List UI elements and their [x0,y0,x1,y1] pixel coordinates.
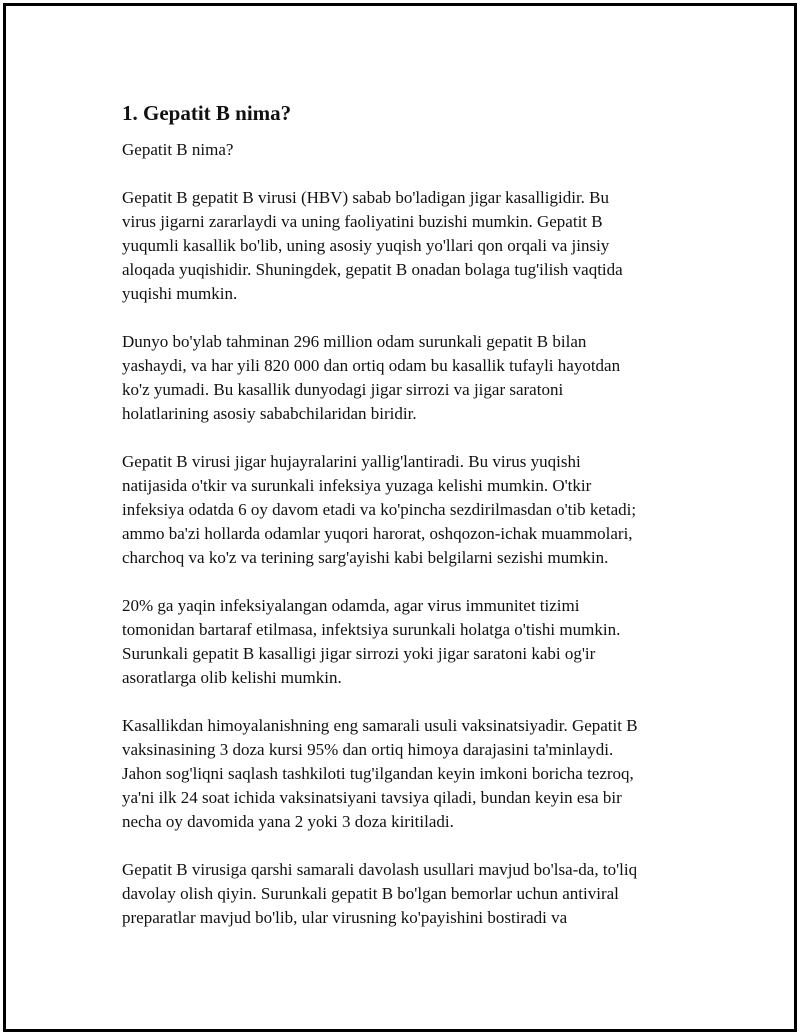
text-line: Surunkali gepatit B kasalligi jigar sirrozi yoki jigar saratoni kabi og'ir [122,644,596,663]
text-line: Kasallikdan himoyalanishning eng samarali usuli vaksinatsiyadir. Gepatit B [122,716,638,735]
document-title: 1. Gepatit B nima? [122,101,292,125]
text-line: infeksiya odatda 6 oy davom etadi va ko'pincha sezdirilmasdan o'tib ketadi; [122,500,637,519]
text-line: Gepatit B virusi jigar hujayralarini yallig'lantiradi. Bu virus yuqishi [122,452,581,471]
text-line: ya'ni ilk 24 soat ichida vaksinatsiyani tavsiya qiladi, bundan keyin esa bir [122,788,622,807]
text-line: charchoq va ko'z va terining sarg'ayishi kabi belgilarni sezishi mumkin. [122,548,609,567]
paragraph-vaccination [122,714,702,834]
text-line: yuqishi mumkin. [122,284,238,303]
text-line: Gepatit B virusiga qarshi samarali davolash usullari mavjud bo'lsa-da, to'liq [122,860,638,879]
text-line: tomonidan bartaraf etilmasa, infektsiya surunkali holatga o'tishi mumkin. [122,620,621,639]
text-line: virus jigarni zararlaydi va uning faoliyatini buzishi mumkin. Gepatit B [122,212,603,231]
paragraph-definition [122,186,702,306]
text-line: 20% ga yaqin infeksiyalangan odamda, agar virus immunitet tizimi [122,596,580,615]
text-line: vaksinasining 3 doza kursi 95% dan ortiq himoya darajasini ta'minlaydi. [122,740,614,759]
text-line: yuqumli kasallik bo'lib, uning asosiy yuqish yo'llari qon orqali va jinsiy [122,236,610,255]
text-line: yashaydi, va har yili 820 000 dan ortiq odam bu kasallik tufayli hayotdan [122,356,621,375]
document-subtitle: Gepatit B nima? [122,140,234,159]
paragraph-infection [122,450,702,570]
text-line: necha oy davomida yana 2 yoki 3 doza kiritiladi. [122,812,454,831]
text-line: Jahon sog'liqni saqlash tashkiloti tug'ilgandan keyin imkoni boricha tezroq, [122,764,634,783]
text-line: preparatlar mavjud bo'lib, ular virusning ko'payishini bostiradi va [122,908,568,927]
text-line: holatlarining asosiy sababchilaridan biridir. [122,404,417,423]
paragraph-chronic [122,594,702,690]
text-line: Gepatit B gepatit B virusi (HBV) sabab bo'ladigan jigar kasalligidir. Bu [122,188,610,207]
paragraph-treatment [122,858,702,930]
text-line: davolay olish qiyin. Surunkali gepatit B bo'lgan bemorlar uchun antiviral [122,884,619,903]
text-line: asoratlarga olib kelishi mumkin. [122,668,342,687]
text-line: ammo ba'zi hollarda odamlar yuqori harorat, oshqozon-ichak muammolari, [122,524,633,543]
page-frame [3,3,797,1032]
paragraph-statistics [122,330,702,426]
text-line: natijasida o'tkir va surunkali infeksiya yuzaga kelishi mumkin. O'tkir [122,476,592,495]
document-body [122,99,702,954]
text-line: aloqada yuqishidir. Shuningdek, gepatit B onadan bolaga tug'ilish vaqtida [122,260,623,279]
text-line: Dunyo bo'ylab tahminan 296 million odam surunkali gepatit B bilan [122,332,587,351]
text-line: ko'z yumadi. Bu kasallik dunyodagi jigar sirrozi va jigar saratoni [122,380,564,399]
